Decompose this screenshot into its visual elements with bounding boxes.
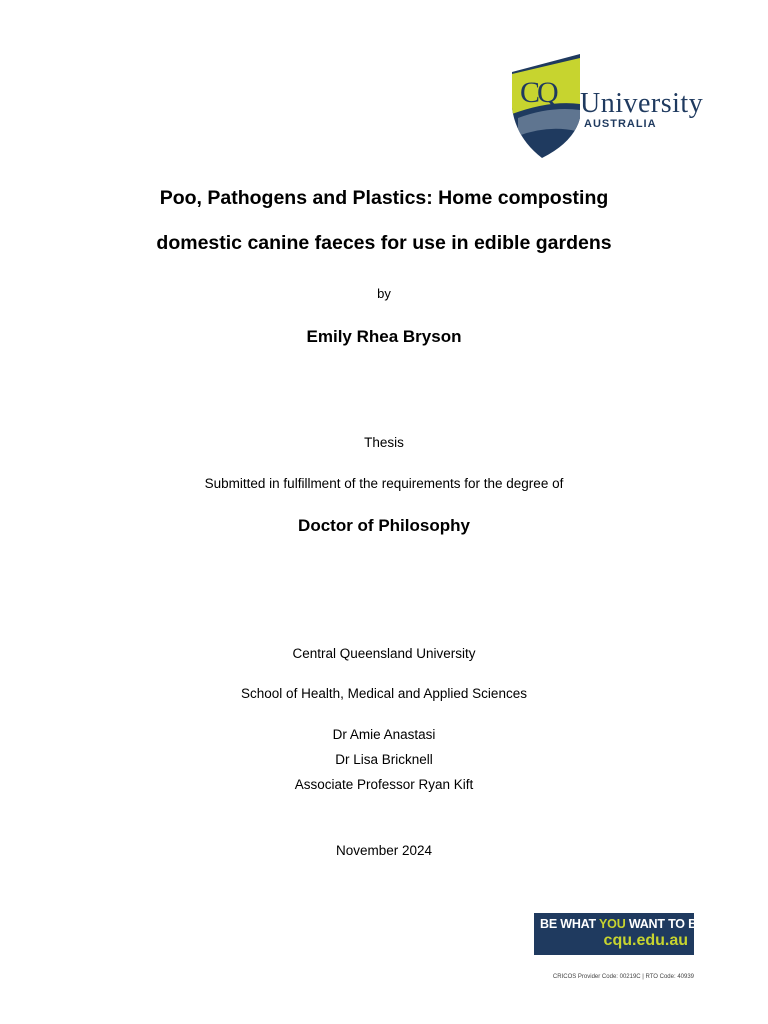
school-name: School of Health, Medical and Applied Sciences (241, 686, 527, 701)
thesis-title-line-2: domestic canine faeces for use in edible gardens (156, 232, 612, 254)
submission-statement: Submitted in fulfillment of the requirements for the degree of (204, 476, 564, 491)
document-type: Thesis (364, 435, 404, 450)
supervisor-2: Dr Lisa Bricknell (335, 752, 433, 767)
submission-date: November 2024 (335, 843, 433, 858)
degree-title: Doctor of Philosophy (298, 516, 470, 535)
logo-australia-text: AUSTRALIA (584, 118, 657, 130)
website-text: cqu.edu.au (603, 932, 688, 949)
slogan-start: BE WHAT (540, 917, 600, 931)
by-label: by (377, 286, 391, 301)
slogan-text (540, 917, 706, 932)
slogan-end: WANT TO BE (625, 917, 706, 931)
supervisor-1: Dr Amie Anastasi (332, 727, 436, 742)
thesis-title-line-1: Poo, Pathogens and Plastics: Home composting (159, 187, 609, 209)
provider-codes: CRICOS Provider Code: 00219C | RTO Code: 40939 (552, 974, 694, 980)
slogan-banner (534, 913, 706, 955)
supervisor-3: Associate Professor Ryan Kift (294, 777, 474, 792)
university-logo (510, 52, 704, 160)
logo-cq-text: CQ (520, 76, 556, 109)
institution-name: Central Queensland University (292, 646, 476, 661)
logo-university-text: University (580, 88, 704, 119)
author-name: Emily Rhea Bryson (306, 327, 462, 346)
slogan-highlight: YOU (599, 917, 626, 931)
